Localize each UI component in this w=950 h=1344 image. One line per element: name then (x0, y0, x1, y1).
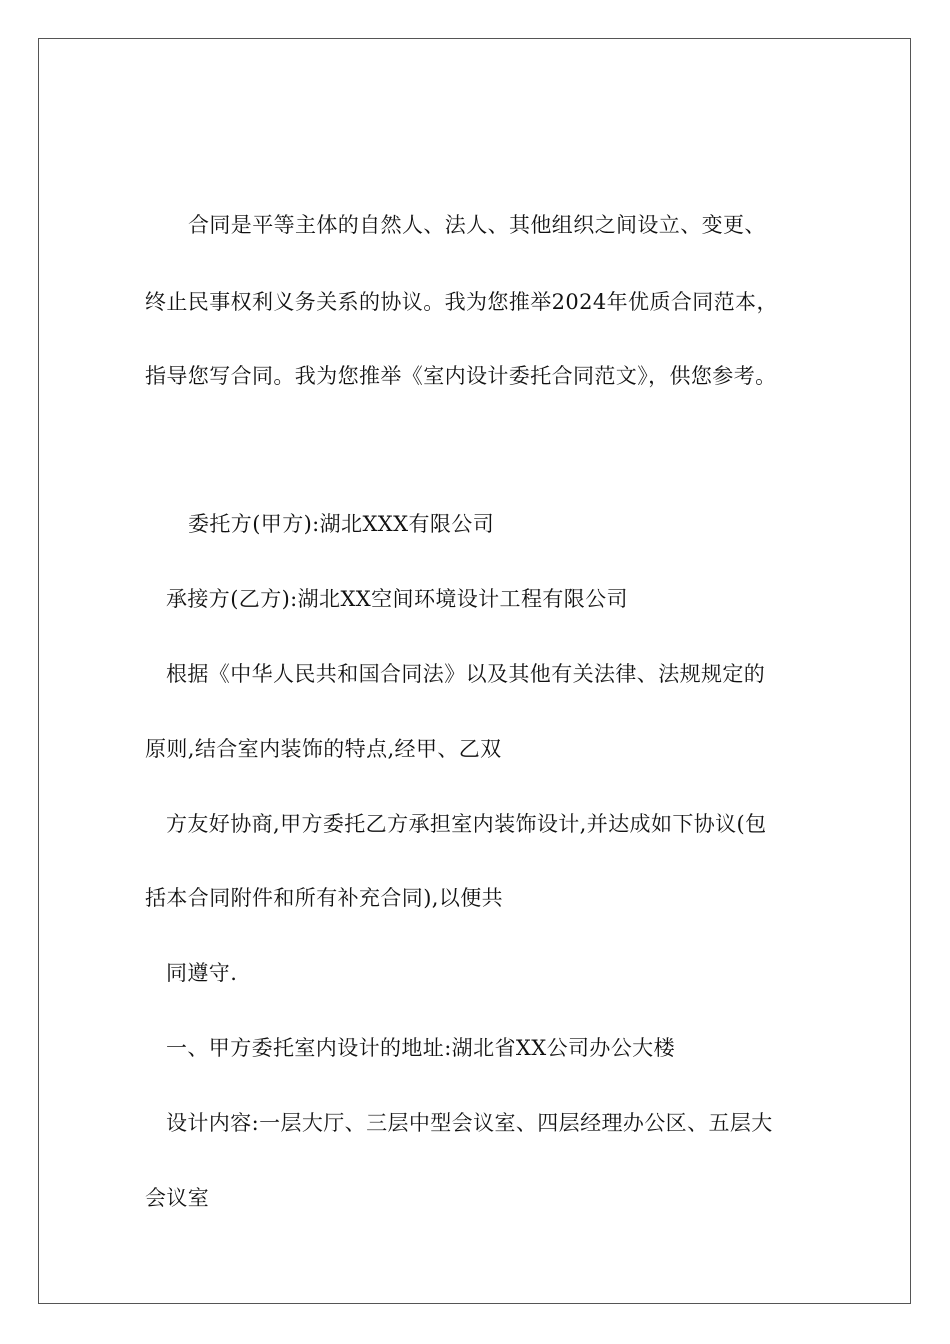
client-party: 委托方(甲方):湖北XXX有限公司 (188, 512, 495, 536)
clause-1-address: 一、甲方委托室内设计的地址:湖北省XX公司办公大楼 (166, 1036, 675, 1060)
basis-line-5: 同遵守. (166, 961, 238, 985)
basis-line-1: 根据《中华人民共和国合同法》以及其他有关法律、法规规定的 (166, 662, 766, 686)
design-content-line-1: 设计内容:一层大厅、三层中型会议室、四层经理办公区、五层大 (166, 1111, 773, 1135)
basis-line-3: 方友好协商,甲方委托乙方承担室内装饰设计,并达成如下协议(包 (166, 812, 767, 836)
design-content-line-2: 会议室 (145, 1186, 210, 1210)
intro-line-3: 指导您写合同。我为您推举《室内设计委托合同范文》，供您参考。 (145, 364, 777, 388)
contractor-party: 承接方(乙方):湖北XX空间环境设计工程有限公司 (166, 587, 628, 611)
intro-line-1: 合同是平等主体的自然人、法人、其他组织之间设立、变更、 (188, 213, 766, 237)
intro-line-2: 终止民事权利义务关系的协议。我为您推举2024年优质合同范本， (145, 290, 778, 314)
basis-line-4: 括本合同附件和所有补充合同),以便共 (145, 886, 504, 910)
basis-line-2: 原则,结合室内装饰的特点,经甲、乙双 (145, 737, 502, 761)
